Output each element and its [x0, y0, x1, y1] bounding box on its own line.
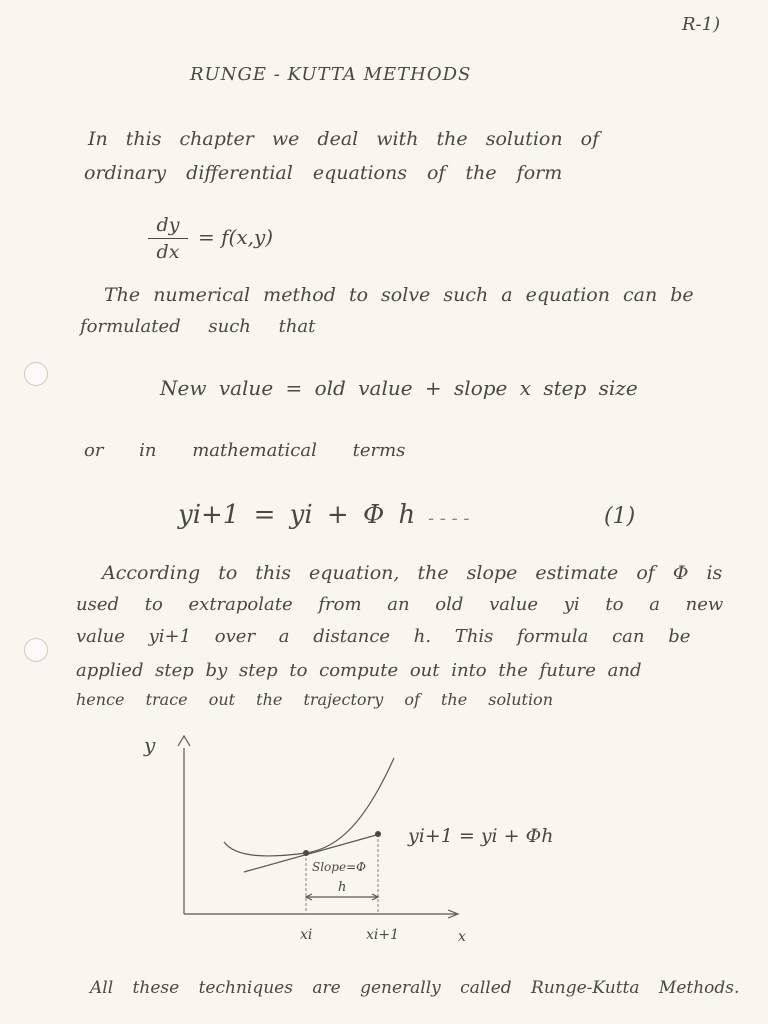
y-axis-label: y: [144, 733, 156, 757]
equation-number: (1): [604, 504, 636, 529]
point-yi: [303, 850, 309, 856]
solution-curve: [224, 758, 394, 856]
figure-equation-label: yi+1 = yi + Φh: [408, 825, 554, 847]
intro-line-2: ordinary differential equations of the form: [84, 162, 563, 184]
paragraph-line-2: used to extrapolate from an old value yi to a new: [76, 594, 724, 615]
y-axis-arrow-icon: [178, 736, 190, 746]
point-yi1: [375, 831, 381, 837]
ode-rhs: = f(x,y): [198, 225, 274, 249]
ode-numerator: dy: [156, 214, 180, 236]
numerical-line-1: The numerical method to solve such a equation can be: [104, 284, 694, 306]
paragraph-line-3: value yi+1 over a distance h. This formula can be: [76, 626, 691, 647]
paragraph-line-5: hence trace out the trajectory of the solution: [76, 690, 553, 709]
mathematical-terms: or in mathematical terms: [84, 440, 406, 461]
ode-denominator: dx: [156, 241, 180, 263]
conclusion: All these techniques are generally called Runge-Kutta Methods.: [90, 978, 740, 998]
page-number: R-1): [682, 14, 721, 35]
x-tick-xi: xi: [300, 927, 313, 943]
intro-line-1: In this chapter we deal with the solution of: [88, 128, 600, 150]
paragraph-line-4: applied step by step to compute out into the future and: [76, 660, 642, 681]
x-tick-xi1: xi+1: [366, 927, 400, 943]
equation-dashes: - - - -: [428, 508, 470, 529]
word-equation: New value = old value + slope x step size: [160, 376, 638, 400]
x-axis-label: x: [458, 929, 466, 945]
step-label: h: [338, 880, 347, 895]
numerical-line-2: formulated such that: [80, 316, 316, 337]
slope-label: Slope=Φ: [312, 860, 366, 874]
page-title: RUNGE - KUTTA METHODS: [190, 64, 472, 85]
paragraph-line-1: According to this equation, the slope estimate of Φ is: [102, 562, 723, 584]
equation-1: yi+1 = yi + Φ h: [178, 500, 416, 530]
